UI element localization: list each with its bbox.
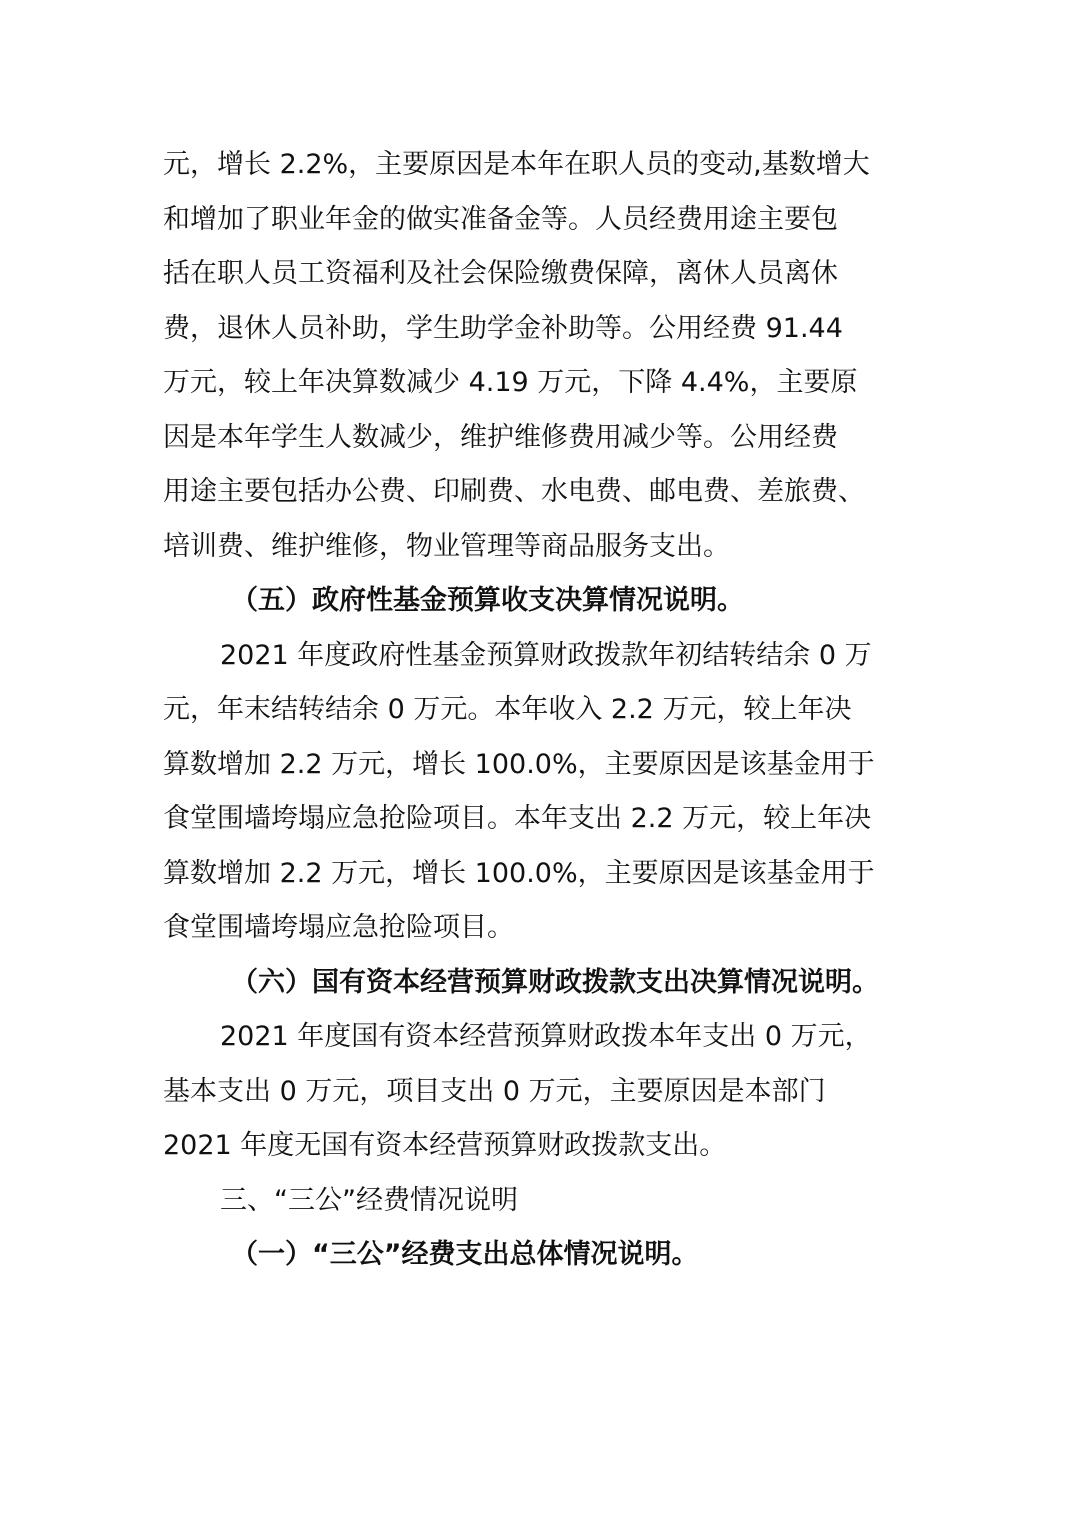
text-line: 2021 年度国有资本经营预算财政拨本年支出 0 万元， bbox=[220, 1021, 872, 1052]
text-line: 元，增长 2.2%，主要原因是本年在职人员的变动,基数增大 bbox=[163, 149, 870, 180]
section-title-three-public-expenses: 三、“三公”经费情况说明 bbox=[220, 1184, 518, 1216]
heading-three-public-expenses-overall: （一）“三公”经费支出总体情况说明。 bbox=[231, 1239, 699, 1270]
heading-government-fund-budget: （五）政府性基金预算收支决算情况说明。 bbox=[231, 585, 744, 616]
text-line: 和增加了职业年金的做实准备金等。人员经费用途主要包 bbox=[163, 203, 838, 235]
text-line: 括在职人员工资福利及社会保险缴费保障，离休人员离休 bbox=[163, 258, 838, 289]
document-body bbox=[163, 138, 913, 1283]
text-line: 算数增加 2.2 万元，增长 100.0%，主要原因是该基金用于 bbox=[163, 857, 875, 889]
text-line: 费，退休人员补助，学生助学金补助等。公用经费 91.44 bbox=[163, 312, 843, 344]
text-line: 元，年末结转结余 0 万元。本年收入 2.2 万元，较上年决 bbox=[163, 694, 852, 725]
text-line: 万元，较上年决算数减少 4.19 万元，下降 4.4%，主要原 bbox=[163, 367, 858, 398]
text-line: 食堂围墙垮塌应急抢险项目。 bbox=[163, 912, 514, 943]
heading-state-capital-budget: （六）国有资本经营预算财政拨款支出决算情况说明。 bbox=[231, 966, 879, 998]
text-line: 2021 年度政府性基金预算财政拨款年初结转结余 0 万 bbox=[220, 639, 872, 671]
text-line: 基本支出 0 万元，项目支出 0 万元，主要原因是本部门 bbox=[163, 1075, 826, 1107]
text-line: 2021 年度无国有资本经营预算财政拨款支出。 bbox=[163, 1130, 727, 1161]
text-line: 用途主要包括办公费、印刷费、水电费、邮电费、差旅费、 bbox=[163, 476, 865, 507]
text-line: 培训费、维护维修，物业管理等商品服务支出。 bbox=[163, 530, 730, 562]
text-line: 算数增加 2.2 万元，增长 100.0%，主要原因是该基金用于 bbox=[163, 748, 875, 780]
paragraph-state-capital-budget bbox=[163, 1010, 913, 1174]
paragraph-personnel-and-public-expenses bbox=[163, 138, 913, 574]
text-line: 食堂围墙垮塌应急抢险项目。本年支出 2.2 万元，较上年决 bbox=[163, 803, 872, 834]
text-line: 因是本年学生人数减少，维护维修费用减少等。公用经费 bbox=[163, 421, 838, 453]
paragraph-government-fund-budget bbox=[163, 629, 913, 956]
